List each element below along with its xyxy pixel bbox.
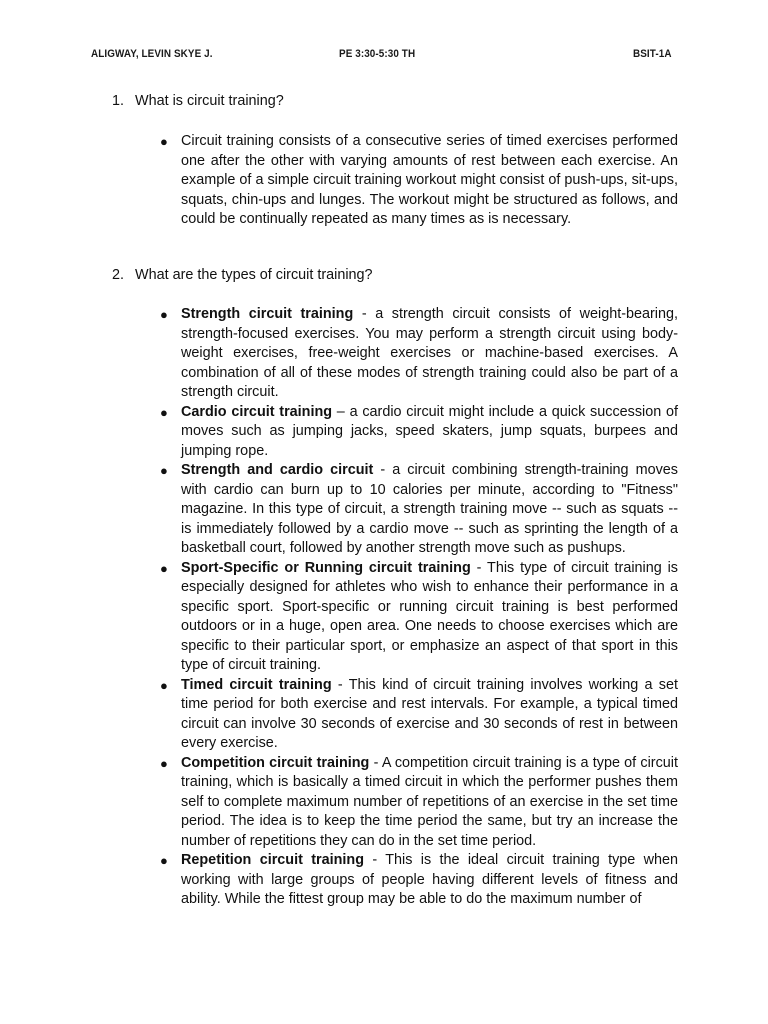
question-number: 1. <box>112 93 125 109</box>
question-number: 2. <box>112 267 125 283</box>
answer-text: a circuit combining strength-training moves with cardio can burn up to 10 calories per minute, according to "Fitness" magazine. In this type of circuit, a strength training move -- such as squats -- is immediately followed by a cardio move -- such as sprinting the length of a basketball court, followed by another strength move such as pushups. <box>181 462 679 556</box>
answer-text: This is the ideal circuit training type when working with large groups of people having different levels of fitness and ability. While the fittest group may be able to do the maximum number of <box>181 852 679 907</box>
answer-separator: - <box>369 754 382 771</box>
answer-separator: - <box>364 852 386 868</box>
answer-term: Repetition circuit training <box>181 852 364 868</box>
bullet-icon: ● <box>160 677 168 693</box>
answer-separator: - <box>331 676 349 693</box>
answer-text: Circuit training consists of a consecutive series of timed exercises performed one after the other with varying amounts of rest between each exercise. An example of a simple circuit training workout might consist of push-ups, sit-ups, squats, chin-ups and lunges. The workout might be structured as follows, and could be continually repeated as many times as is necessary. <box>181 133 678 227</box>
answer-term: Sport-Specific or Running circuit training <box>181 559 471 576</box>
answer-text: a strength circuit consists of weight-bearing, strength-focused exercises. You may perform a strength circuit using body-weight exercises, free-weight exercises or machine-based exercises. A combination of all of these modes of strength training could also be part of a strength circuit. <box>181 306 678 400</box>
answer-separator: - <box>373 462 393 478</box>
bullet-icon: ● <box>160 134 168 149</box>
question-text: What is circuit training? <box>135 93 284 109</box>
answer-item-timed <box>160 676 678 754</box>
bullet-icon: ● <box>160 404 168 420</box>
bullet-icon: ● <box>160 853 168 868</box>
answer-separator: - <box>353 306 376 322</box>
answer-item-sport-specific <box>160 559 678 676</box>
bullet-icon: ● <box>160 307 168 322</box>
question-1 <box>112 92 284 112</box>
answer-item-repetition <box>160 851 678 910</box>
bullet-icon: ● <box>160 463 168 478</box>
answer-term: Timed circuit training <box>181 676 332 693</box>
question-text: What are the types of circuit training? <box>135 267 373 283</box>
answer-item-strength-cardio <box>160 461 678 559</box>
answer-separator: – <box>332 403 350 420</box>
answer-term: Cardio circuit training <box>181 403 333 420</box>
answer-text: A competition circuit training is a type of circuit training, which is basically a timed circuit in which the performer pushes them self to complete maximum number of repetitions of an exercise in the set time period. The idea is to keep the time period the same, but try an increase the number of repetitions they can do in the set time period. <box>181 754 678 849</box>
answer-term: Strength and cardio circuit <box>181 462 374 478</box>
question-2 <box>112 266 373 286</box>
answer-item <box>160 132 678 230</box>
student-name: ALIGWAY, LEVIN SKYE J. <box>91 48 213 60</box>
answer-item-cardio <box>160 403 678 462</box>
answer-text: This kind of circuit training involves working a set time period for both exercise and rest intervals. For example, a typical timed circuit can involve 30 seconds of exercise and 30 seconds of rest in between every exercise. <box>181 676 678 751</box>
answer-list-2 <box>160 305 678 910</box>
answer-item-strength <box>160 305 678 403</box>
answer-list-1 <box>160 132 678 230</box>
class-section: BSIT-1A <box>633 48 672 60</box>
answer-item-competition <box>160 754 678 852</box>
answer-separator: - <box>470 559 488 576</box>
bullet-icon: ● <box>160 560 168 576</box>
answer-term: Strength circuit training <box>181 306 354 322</box>
answer-text: a cardio circuit might include a quick succession of moves such as jumping jacks, speed skaters, jump squats, burpees and jumping rope. <box>181 403 679 459</box>
answer-term: Competition circuit training <box>181 754 370 771</box>
class-schedule: PE 3:30-5:30 TH <box>339 48 416 60</box>
bullet-icon: ● <box>160 755 168 771</box>
answer-text: This type of circuit training is especially designed for athletes who wish to enhance their performance in a specific sport. Sport-specific or running circuit training is best performed outdoors or in a huge, open area. One needs to choose exercises which are specific to their particular sport, or emphasize an aspect of that sport in this type of circuit training. <box>181 559 678 673</box>
